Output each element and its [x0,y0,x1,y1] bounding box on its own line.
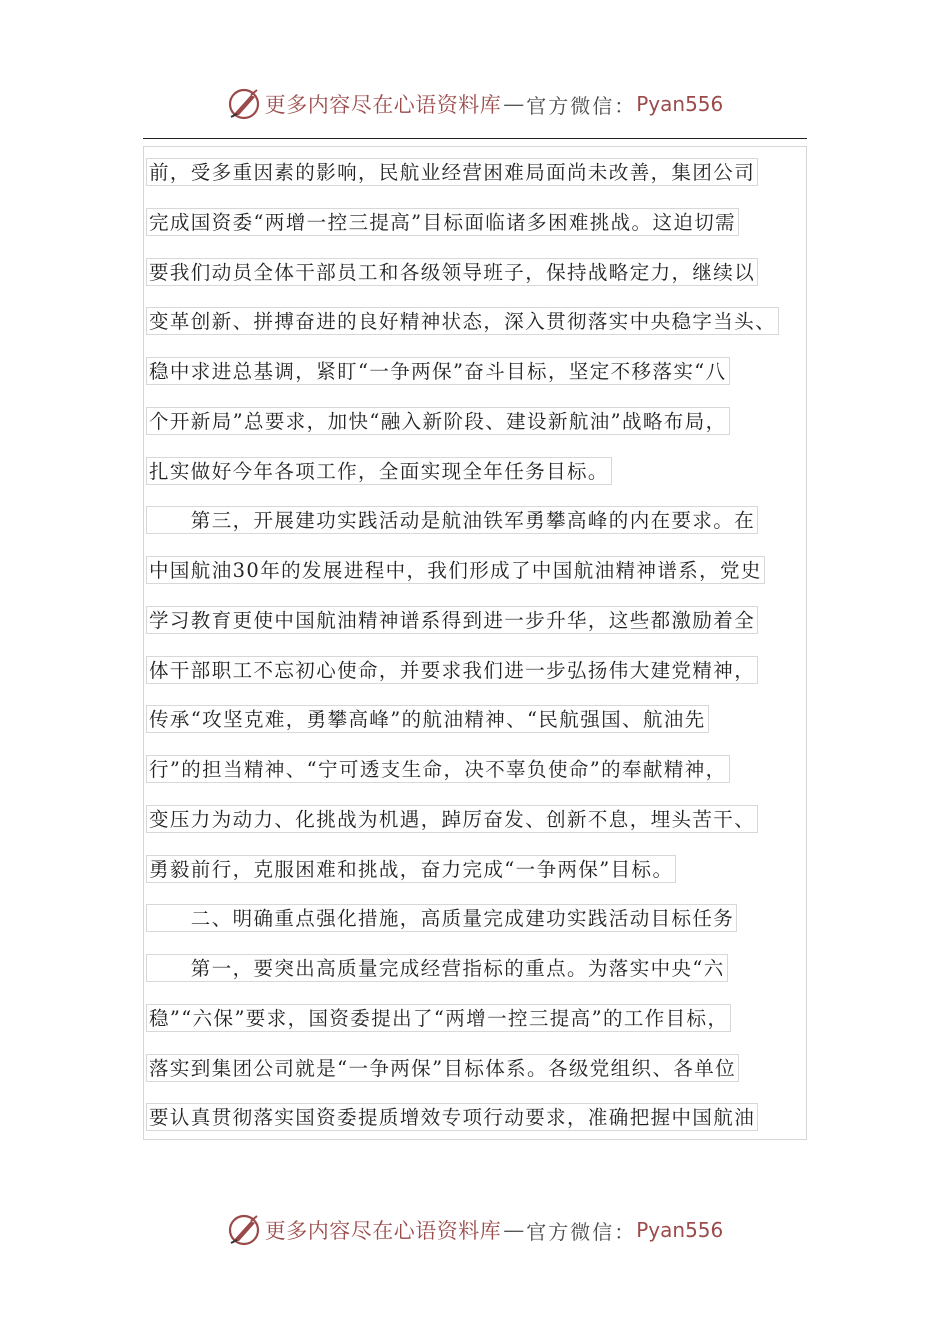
header-handle: Pyan556 [636,92,724,116]
footer-handle: Pyan556 [636,1218,724,1242]
text-line: 稳”“六保”要求，国资委提出了“两增一控三提高”的工作目标， [146,1004,731,1032]
text-line: 完成国资委“两增一控三提高”目标面临诸多困难挑战。这迫切需 [146,208,739,236]
text-line: 第一，要突出高质量完成经营指标的重点。为落实中央“六 [146,954,728,982]
text-line: 稳中求进总基调，紧盯“一争两保”奋斗目标，坚定不移落实“八 [146,357,730,385]
text-line: 学习教育更使中国航油精神谱系得到进一步升华，这些都激励着全 [146,606,758,634]
footer-brand: 更多内容尽在心语资料库 [264,1219,502,1243]
text-line: 中国航油30年的发展进程中，我们形成了中国航油精神谱系，党史 [146,556,765,584]
header-brand: 更多内容尽在心语资料库 [264,93,502,117]
header-banner [0,82,950,126]
header-separator: — [503,92,525,116]
quill-pen-logo-icon [227,1213,261,1247]
text-line: 传承“攻坚克难，勇攀高峰”的航油精神、“民航强国、航油先 [146,705,709,733]
quill-pen-logo-icon [227,87,261,121]
text-line: 第三，开展建功实践活动是航油铁军勇攀高峰的内在要求。在 [146,506,758,534]
header-label: 官方微信： [526,93,637,118]
text-line: 落实到集团公司就是“一争两保”目标体系。各级党组织、各单位 [146,1054,739,1082]
text-line: 变压力为动力、化挑战为机遇，踔厉奋发、创新不息，埋头苦干、 [146,805,758,833]
text-frame [143,146,807,1140]
text-line: 体干部职工不忘初心使命，并要求我们进一步弘扬伟大建党精神， [146,656,758,684]
text-line: 扎实做好今年各项工作，全面实现全年任务目标。 [146,457,612,485]
footer-label: 官方微信： [526,1219,637,1244]
footer-separator: — [503,1218,525,1242]
text-line: 要认真贯彻落实国资委提质增效专项行动要求，准确把握中国航油 [146,1103,758,1131]
footer-banner [0,1208,950,1252]
text-line: 变革创新、拼搏奋进的良好精神状态，深入贯彻落实中央稳字当头、 [146,307,779,335]
text-line: 前，受多重因素的影响，民航业经营困难局面尚未改善，集团公司 [146,158,758,186]
text-line: 勇毅前行，克服困难和挑战，奋力完成“一争两保”目标。 [146,855,676,883]
text-line: 行”的担当精神、“宁可透支生命，决不辜负使命”的奉献精神， [146,755,730,783]
text-line: 个开新局”总要求，加快“融入新阶段、建设新航油”战略布局， [146,407,730,435]
header-rule [143,138,807,139]
section-heading: 二、明确重点强化措施，高质量完成建功实践活动目标任务 [146,904,737,932]
text-line: 要我们动员全体干部员工和各级领导班子，保持战略定力，继续以 [146,258,758,286]
